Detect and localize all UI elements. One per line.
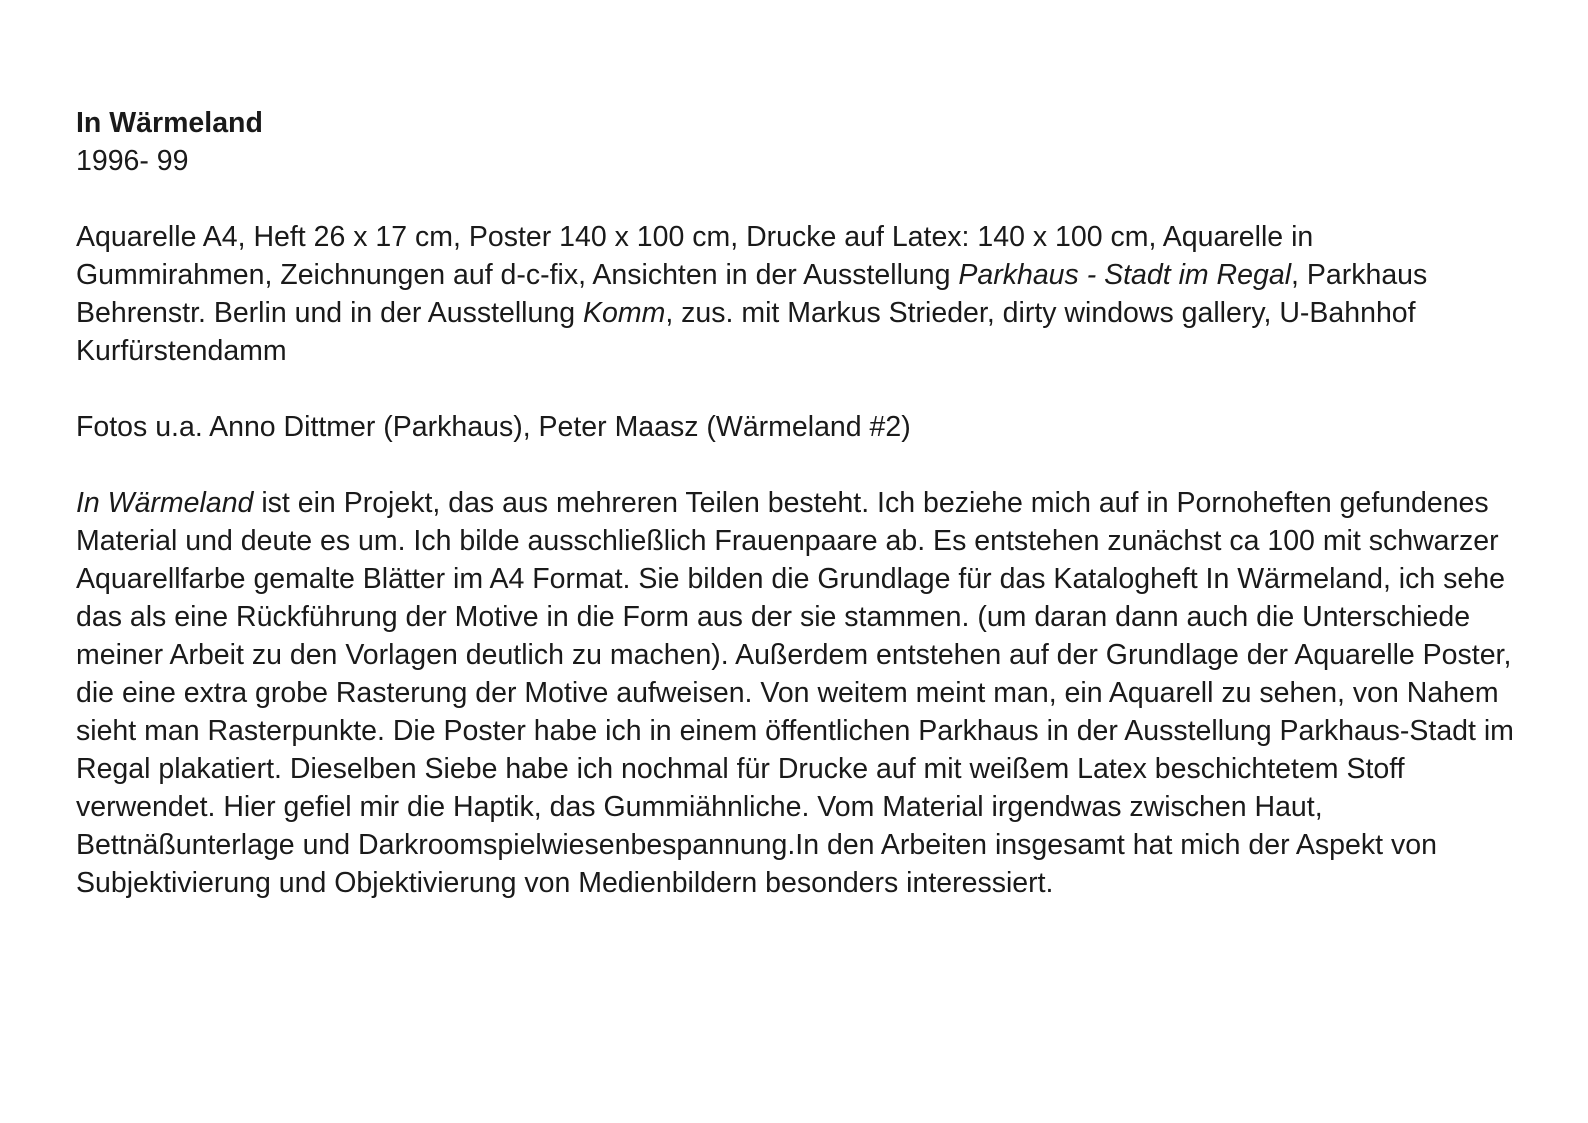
project-description [76, 484, 1516, 902]
document-page [76, 104, 1516, 902]
details-exhibition-2: Komm [582, 297, 666, 329]
work-details [76, 218, 1516, 370]
description-lead-title: In Wärmeland [76, 487, 254, 519]
spacer [76, 446, 1516, 484]
spacer [76, 370, 1516, 408]
details-text-3: , zus. mit Markus Strieder, dirty windows gallery, U-Bahnhof Kurfürstendamm [76, 297, 1416, 367]
details-text-1: Aquarelle A4, Heft 26 x 17 cm, Poster 140 x 100 cm, Drucke auf Latex: 140 x 100 cm, Aquarelle in Gummirahmen, Zeichnungen auf d-c-fix, Ansichten in der Ausstellung [76, 221, 1314, 291]
details-exhibition-1: Parkhaus - Stadt im Regal [958, 259, 1292, 291]
work-years: 1996- 99 [76, 145, 189, 177]
details-text-2: , Parkhaus Behrenstr. Berlin und in der Ausstellung [76, 259, 1428, 329]
work-title: In Wärmeland [76, 107, 263, 139]
photo-credits: Fotos u.a. Anno Dittmer (Parkhaus), Peter Maasz (Wärmeland #2) [76, 411, 911, 443]
spacer [76, 180, 1516, 218]
description-text: ist ein Projekt, das aus mehreren Teilen besteht. Ich beziehe mich auf in Pornoheften gefundenes Material und deute es um. Ich bilde ausschließlich Frauenpaare ab. Es entstehen zunächst ca 100 mit schwarzer Aquarellfarbe gemalte Blätter im A4 Format. Sie bilden die Grundlage für das Katalogheft In Wärmeland, ich sehe das als eine Rückführung der Motive in die Form aus der sie stammen. (um daran dann auch die Unterschiede meiner Arbeit zu den Vorlagen deutlich zu machen). Außerdem entstehen auf der Grundlage der Aquarelle Poster, die eine extra grobe Rasterung der Motive aufweisen. Von weitem meint man, ein Aquarell zu sehen, von Nahem sieht man Rasterpunkte. Die Poster habe ich in einem öffentlichen Parkhaus in der Ausstellung Parkhaus-Stadt im Regal plakatiert. Dieselben Siebe habe ich nochmal für Drucke auf mit weißem Latex beschichtetem Stoff verwendet. Hier gefiel mir die Haptik, das Gummiähnliche. Vom Material irgendwas zwischen Haut, Bettnäßunterlage und Darkroomspielwiesenbespannung.In den Arbeiten insgesamt hat mich der Aspekt von Subjektivierung und Objektivierung von Medienbildern besonders interessiert. [76, 487, 1514, 899]
